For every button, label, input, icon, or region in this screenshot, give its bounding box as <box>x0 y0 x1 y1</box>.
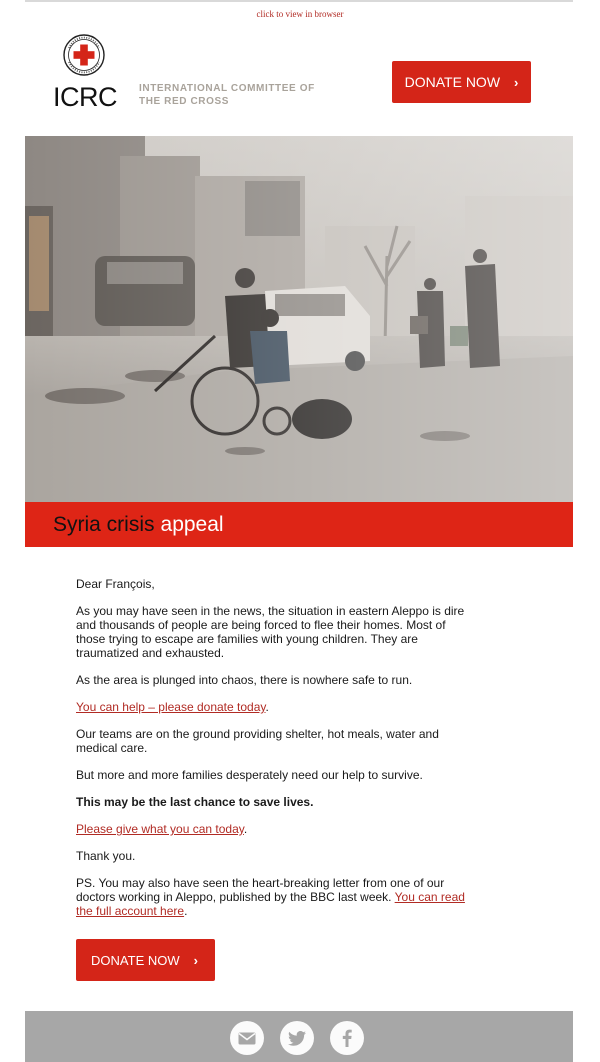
twitter-icon[interactable] <box>280 1021 314 1055</box>
bird-glyph <box>288 1031 306 1046</box>
social-footer <box>25 1011 573 1062</box>
donate-today-link[interactable]: You can help – please donate today <box>76 700 266 714</box>
icrc-logo-text: ICRC <box>53 82 117 112</box>
org-name <box>139 82 329 108</box>
hero-photo-illustration <box>25 136 573 502</box>
chevron-right-icon: › <box>514 74 519 90</box>
donate-link-paragraph <box>76 700 476 714</box>
chevron-right-icon: › <box>193 952 198 968</box>
banner-title-light: appeal <box>160 512 224 536</box>
envelope-glyph <box>238 1032 256 1045</box>
appeal-banner <box>25 502 573 547</box>
period: . <box>184 904 188 918</box>
read-full-account-link[interactable]: You can read the full account here <box>76 890 465 918</box>
icrc-emblem-icon <box>63 34 105 76</box>
thank-you: Thank you. <box>76 849 136 863</box>
greeting: Dear François, <box>76 577 155 591</box>
period: . <box>265 700 269 714</box>
donate-now-button-header[interactable] <box>392 61 531 103</box>
donate-now-button-footer[interactable] <box>76 939 215 981</box>
period: . <box>243 822 248 836</box>
facebook-icon[interactable] <box>330 1021 364 1055</box>
f-glyph <box>342 1029 352 1047</box>
banner-title-dark: Syria crisis <box>53 512 155 536</box>
top-divider <box>25 0 573 2</box>
postscript-text: PS. You may also have seen the heart-breaking letter from one of our doctors working in Aleppo, published by the BBC last week. <box>76 876 445 904</box>
view-in-browser-link[interactable]: click to view in browser <box>256 9 344 19</box>
paragraph-2: As the area is plunged into chaos, there is nowhere safe to run. <box>76 673 413 687</box>
letter-body <box>76 577 476 931</box>
hero-photo <box>25 136 573 502</box>
paragraph-1: As you may have seen in the news, the situation in eastern Aleppo is dire and thousands of people are being forced to flee their homes. Most of those trying to escape are families with young children. They are traumatized and exhausted. <box>76 604 465 660</box>
email-header <box>25 28 573 120</box>
donate-now-label: DONATE NOW <box>404 74 501 90</box>
paragraph-3: Our teams are on the ground providing shelter, hot meals, water and medical care. <box>76 727 439 755</box>
postscript <box>76 876 476 918</box>
org-name-line-1: INTERNATIONAL COMMITTEE OF <box>139 83 315 94</box>
give-today-link[interactable]: Please give what you can today <box>76 822 244 836</box>
donate-now-label: DONATE NOW <box>91 952 180 968</box>
org-name-line-2: THE RED CROSS <box>139 96 230 107</box>
paragraph-5: This may be the last chance to save lives. <box>76 795 314 809</box>
mail-icon[interactable] <box>230 1021 264 1055</box>
paragraph-4: But more and more families desperately need our help to survive. <box>76 768 423 782</box>
give-link-paragraph <box>76 822 476 836</box>
